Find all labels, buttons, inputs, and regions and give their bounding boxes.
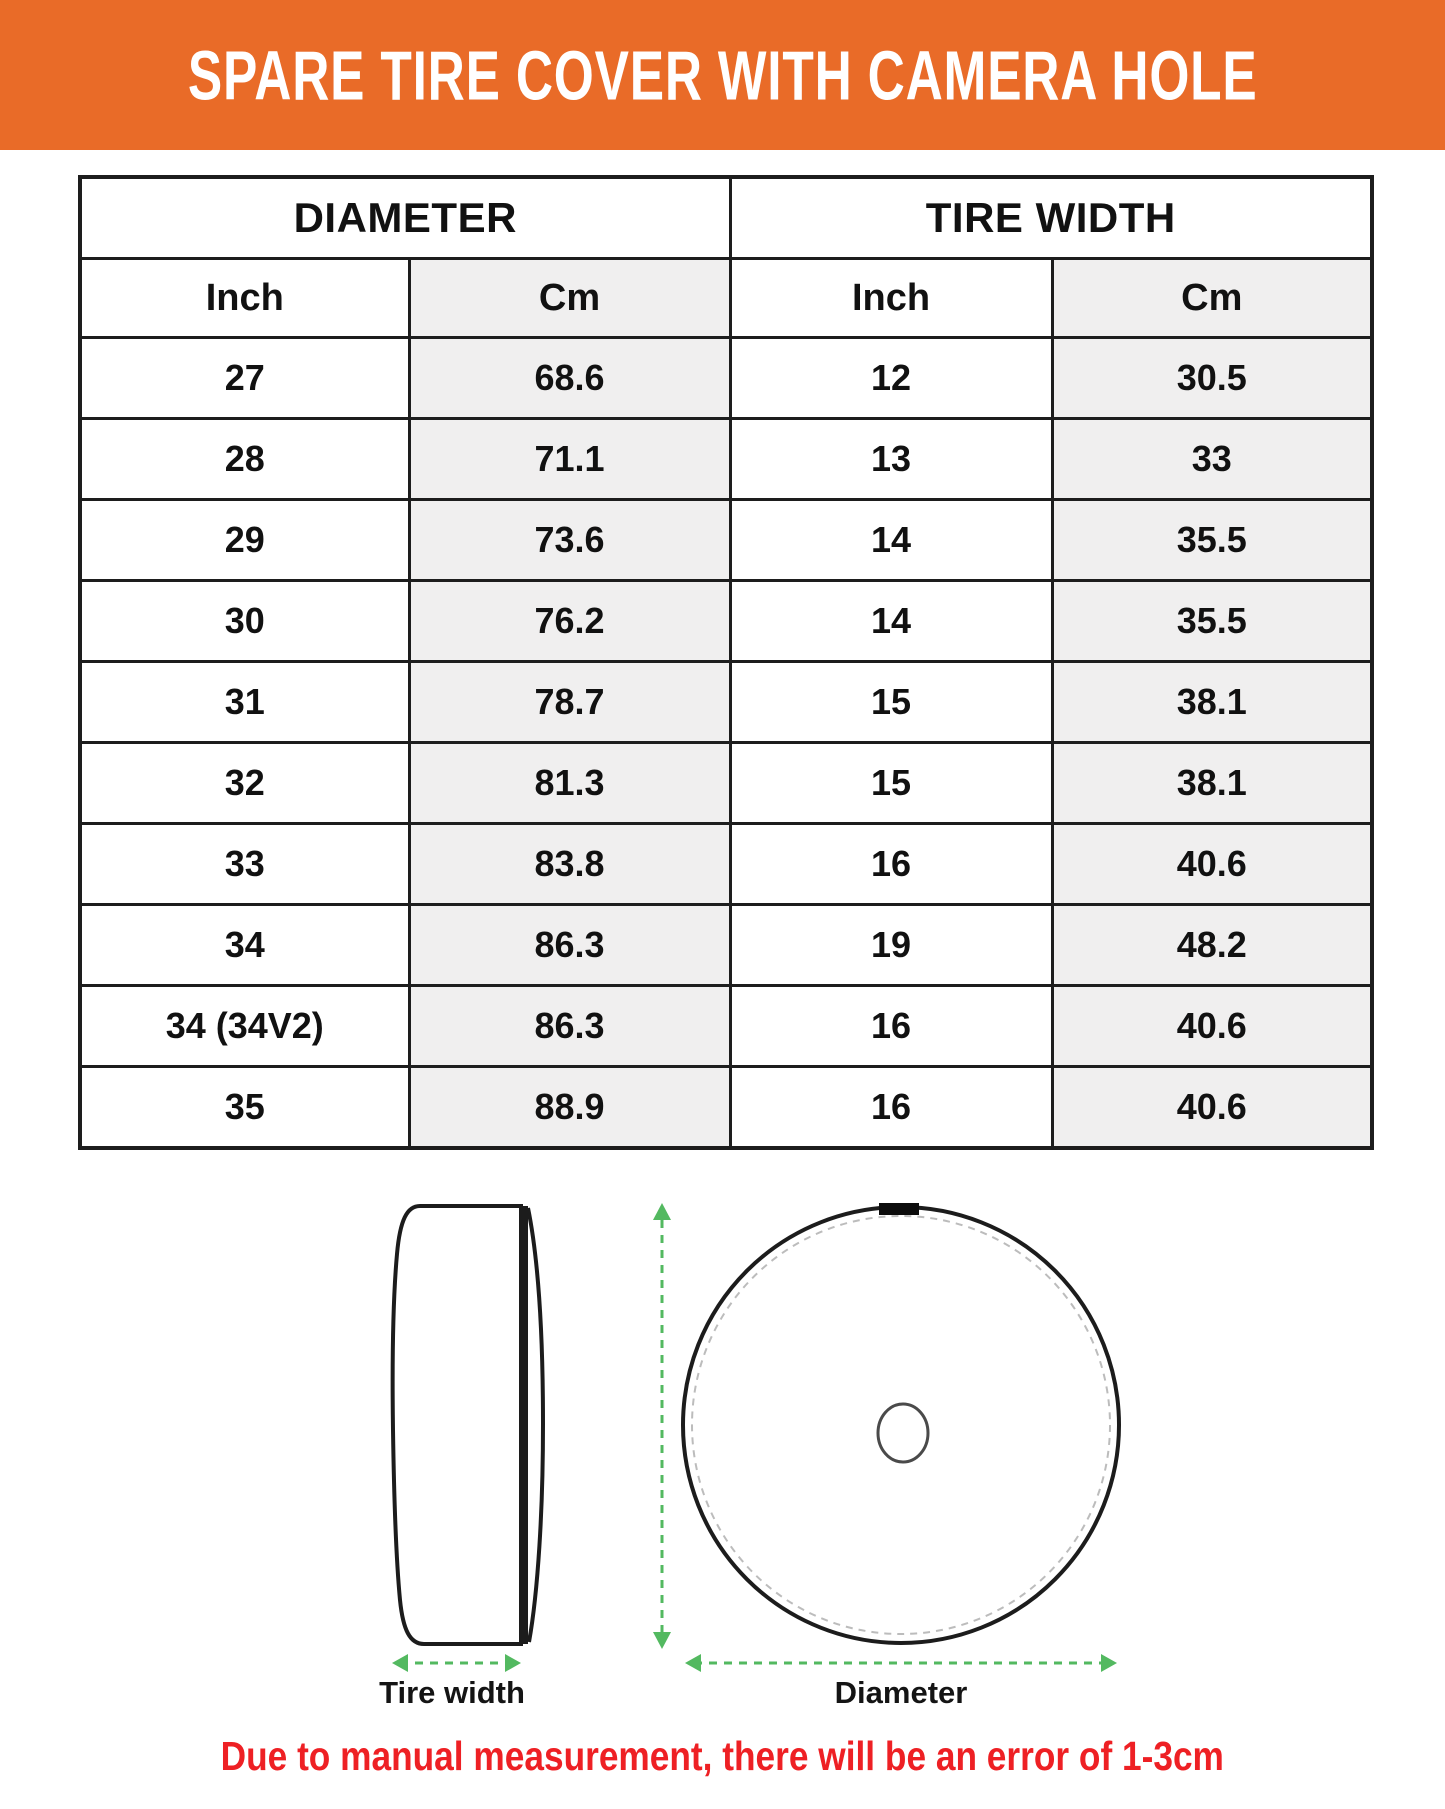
table-cell: 14 xyxy=(730,581,1052,662)
table-cell: 19 xyxy=(730,905,1052,986)
table-column-header-row xyxy=(80,259,1372,338)
table-cell: 30 xyxy=(80,581,409,662)
measurement-note xyxy=(0,1733,1445,1780)
tire-width-arrow xyxy=(392,1654,521,1672)
tire-side-view xyxy=(393,1206,543,1644)
table-cell: 86.3 xyxy=(409,905,730,986)
tire-side-outline xyxy=(393,1206,521,1644)
table-cell: 13 xyxy=(730,419,1052,500)
table-cell: 30.5 xyxy=(1052,338,1372,419)
tire-width-arrowhead-left xyxy=(392,1654,408,1672)
column-header-width-inch: Inch xyxy=(730,259,1052,338)
table-row xyxy=(80,743,1372,824)
table-row xyxy=(80,986,1372,1067)
table-row xyxy=(80,905,1372,986)
size-table xyxy=(78,175,1374,1150)
table-cell: 16 xyxy=(730,986,1052,1067)
table-cell: 38.1 xyxy=(1052,743,1372,824)
table-cell: 78.7 xyxy=(409,662,730,743)
valve-mark xyxy=(879,1203,919,1215)
table-cell: 68.6 xyxy=(409,338,730,419)
table-cell: 29 xyxy=(80,500,409,581)
diameter-label: Diameter xyxy=(834,1675,968,1710)
table-cell: 16 xyxy=(730,824,1052,905)
diameter-arrow xyxy=(685,1654,1117,1672)
tire-width-label: Tire width xyxy=(379,1675,525,1710)
table-row xyxy=(80,500,1372,581)
table-cell: 14 xyxy=(730,500,1052,581)
table-cell: 71.1 xyxy=(409,419,730,500)
table-cell: 35.5 xyxy=(1052,500,1372,581)
table-cell: 15 xyxy=(730,743,1052,824)
title-banner xyxy=(0,0,1445,150)
table-cell: 35 xyxy=(80,1067,409,1148)
table-cell: 32 xyxy=(80,743,409,824)
table-row xyxy=(80,581,1372,662)
table-cell: 38.1 xyxy=(1052,662,1372,743)
measurement-note-text: Due to manual measurement, there will be an error of 1-3cm xyxy=(220,1733,1225,1779)
table-cell: 15 xyxy=(730,662,1052,743)
group-header-tire-width: TIRE WIDTH xyxy=(730,177,1372,259)
table-cell: 40.6 xyxy=(1052,986,1372,1067)
vertical-arrowhead-bottom xyxy=(653,1632,671,1649)
table-cell: 48.2 xyxy=(1052,905,1372,986)
tire-side-tread-edge xyxy=(519,1206,528,1644)
table-cell: 28 xyxy=(80,419,409,500)
table-cell: 40.6 xyxy=(1052,824,1372,905)
diameter-arrowhead-right xyxy=(1101,1654,1117,1672)
column-header-diameter-inch: Inch xyxy=(80,259,409,338)
table-cell: 81.3 xyxy=(409,743,730,824)
column-header-diameter-cm: Cm xyxy=(409,259,730,338)
table-group-header-row xyxy=(80,177,1372,259)
table-row xyxy=(80,662,1372,743)
table-cell: 35.5 xyxy=(1052,581,1372,662)
tire-width-arrowhead-right xyxy=(505,1654,521,1672)
table-cell: 33 xyxy=(1052,419,1372,500)
table-cell: 40.6 xyxy=(1052,1067,1372,1148)
table-row xyxy=(80,824,1372,905)
table-cell: 88.9 xyxy=(409,1067,730,1148)
table-cell: 34 (34V2) xyxy=(80,986,409,1067)
table-body xyxy=(80,338,1372,1148)
tire-side-sliver xyxy=(528,1208,543,1642)
page-title: SPARE TIRE COVER WITH CAMERA HOLE xyxy=(187,35,1258,115)
table-cell: 31 xyxy=(80,662,409,743)
table-cell: 33 xyxy=(80,824,409,905)
table-cell: 12 xyxy=(730,338,1052,419)
tire-front-view xyxy=(683,1203,1119,1643)
table-row xyxy=(80,1067,1372,1148)
table-cell: 86.3 xyxy=(409,986,730,1067)
vertical-diameter-arrow xyxy=(653,1203,671,1649)
table-cell: 27 xyxy=(80,338,409,419)
table-row xyxy=(80,338,1372,419)
table-row xyxy=(80,419,1372,500)
diameter-arrowhead-left xyxy=(685,1654,701,1672)
table-cell: 34 xyxy=(80,905,409,986)
table-cell: 83.8 xyxy=(409,824,730,905)
camera-hole xyxy=(878,1404,928,1462)
table-cell: 73.6 xyxy=(409,500,730,581)
vertical-arrowhead-top xyxy=(653,1203,671,1220)
table-cell: 76.2 xyxy=(409,581,730,662)
table-cell: 16 xyxy=(730,1067,1052,1148)
tire-diagram xyxy=(0,1150,1445,1760)
group-header-diameter: DIAMETER xyxy=(80,177,730,259)
column-header-width-cm: Cm xyxy=(1052,259,1372,338)
